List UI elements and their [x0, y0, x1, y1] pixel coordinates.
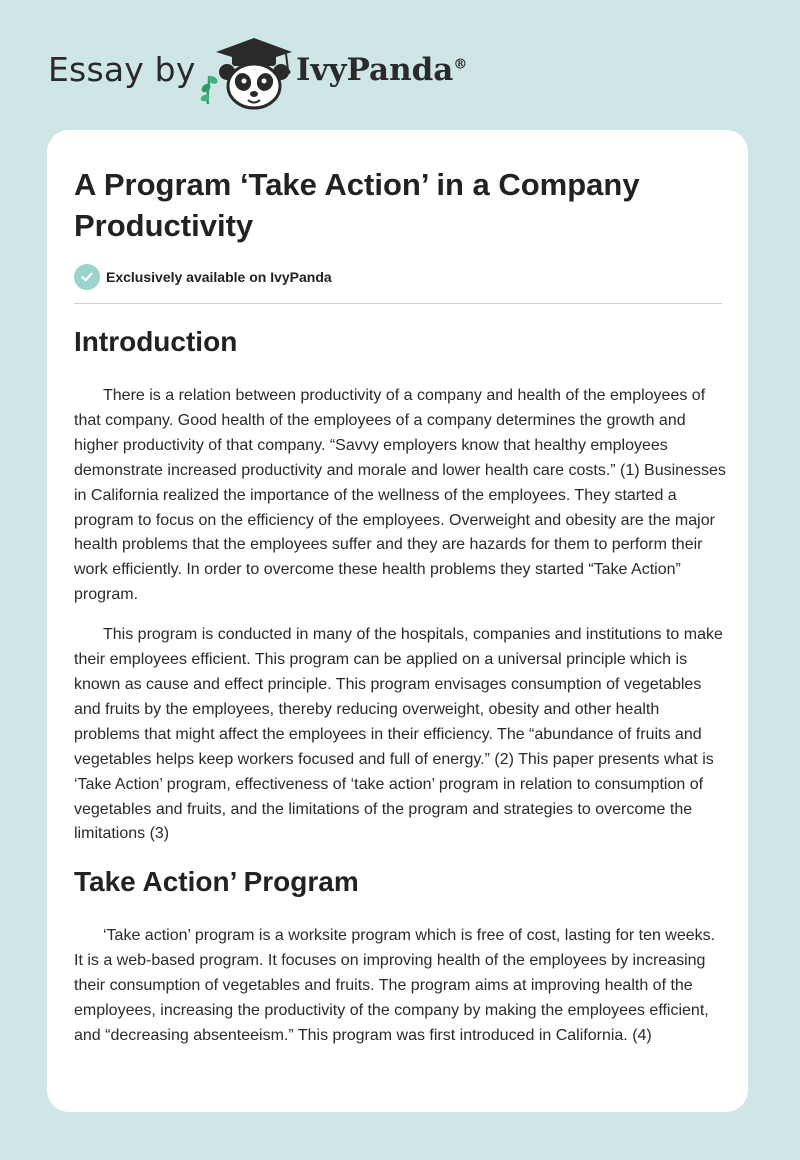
exclusive-badge [74, 264, 332, 290]
check-circle-icon [74, 264, 100, 290]
essay-by-label: Essay by [48, 50, 196, 89]
brand-header[interactable] [48, 30, 468, 110]
brand-name: IvyPanda® [296, 52, 468, 88]
section-heading-take-action-program: Take Action’ Program [74, 866, 359, 898]
paragraph: This program is conducted in many of the hospitals, companies and institutions to make their employees efficient. This program can be applied on a universal principle which is known as cause and effect principle. This program envisages consumption of vegetables and fruits by the employees, thereby reducing overweight, obesity and other health problems that might affect the employees in their efficiency. The “abundance of fruits and vegetables helps keep workers focused and full of energy.” (2) This paper presents what is ‘Take Action’ program, effectiveness of ‘take action’ program in relation to consumption of vegetables and fruits, and the limitations of the program and strategies to overcome the limitations (3) [74, 626, 723, 843]
paragraph: ‘Take action’ program is a worksite program which is free of cost, lasting for ten weeks. It is a web-based program. It focuses on improving health of the employees by increasing their consumption of vegetables and fruits. The program aims at improving health of the employees, increasing the productivity of the company by making the employees efficient, and “decreasing absenteeism.” This program was first introduced in California. (4) [74, 927, 716, 1044]
title-divider [74, 303, 722, 304]
essay-card [47, 130, 748, 1112]
paragraph: There is a relation between productivity of a company and health of the employees of that company. Good health of the employees of a company determines the growth and higher productivity of that company. “Savvy employers know that healthy employees demonstrate increased productivity and morale and lower health care costs.” (1) Businesses in California realized the importance of the wellness of the employees. They started a program to focus on the efficiency of the employees. Overweight and obesity are the major health problems that the employees suffer and they are hazards for them to perform their work efficiently. In order to overcome these health problems they started “Take Action” program. [74, 387, 726, 604]
section-heading-introduction: Introduction [74, 326, 238, 357]
essay-body [74, 322, 726, 1049]
exclusive-badge-label: Exclusively available on IvyPanda [106, 269, 332, 285]
essay-title: A Program ‘Take Action’ in a Company Productivity [74, 167, 640, 243]
panda-graduate-logo-icon [200, 34, 294, 110]
